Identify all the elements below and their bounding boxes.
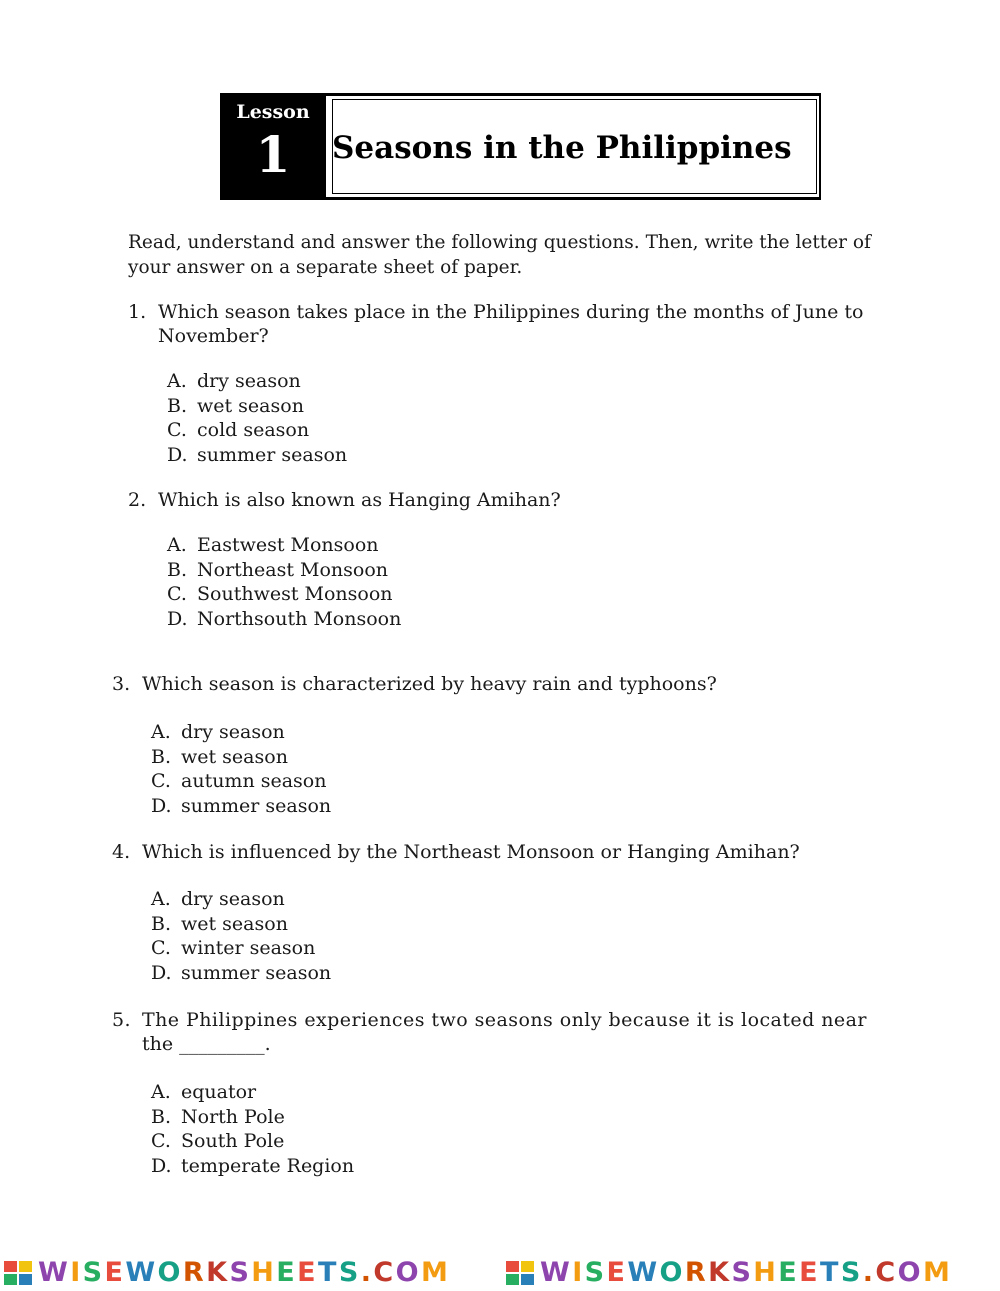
question-text: The Philippines experiences two seasons only because it is located near — [142, 1009, 867, 1031]
question-number: 2. — [128, 489, 147, 511]
lesson-number: 1 — [255, 125, 291, 184]
question-number: 4. — [112, 841, 131, 863]
option-text: Eastwest Monsoon — [197, 534, 379, 556]
wise-logo-icon — [4, 1261, 32, 1285]
option-d — [151, 961, 331, 986]
option-c — [167, 582, 401, 607]
question-2 — [128, 488, 561, 512]
option-text: dry season — [181, 721, 285, 743]
instructions: Read, understand and answer the following questions. Then, write the letter of your answer on a separate sheet of paper. — [128, 232, 871, 278]
option-letter: B. — [151, 912, 172, 935]
option-text: summer season — [197, 443, 348, 466]
option-letter: D. — [151, 1154, 172, 1177]
question-1-options — [167, 369, 347, 467]
question-2-options — [167, 533, 401, 631]
option-d — [167, 607, 401, 632]
option-letter: C. — [151, 1130, 171, 1153]
option-letter: C. — [151, 937, 171, 960]
question-3 — [112, 672, 717, 696]
option-text: summer season — [181, 794, 332, 817]
option-text: Northeast Monsoon — [197, 558, 389, 581]
option-letter: B. — [167, 558, 188, 581]
option-letter: D. — [167, 607, 188, 630]
option-letter: D. — [167, 443, 188, 466]
option-letter: D. — [151, 794, 172, 817]
option-a — [151, 1080, 354, 1105]
footer-watermark — [0, 1257, 1000, 1291]
question-1-continued: November? — [158, 325, 269, 347]
option-a — [167, 369, 347, 394]
lesson-label: Lesson — [236, 101, 310, 123]
option-text: dry season — [181, 888, 285, 910]
watermark-text: WISEWORKSHEETS.COM — [38, 1257, 451, 1288]
option-text: wet season — [181, 745, 288, 768]
option-a — [167, 533, 401, 558]
question-4-options — [151, 887, 331, 985]
option-b — [167, 394, 347, 419]
question-5 — [112, 1008, 867, 1032]
lesson-badge — [220, 93, 326, 200]
watermark-text: WISEWORKSHEETS.COM — [540, 1257, 953, 1288]
question-number: 5. — [112, 1009, 132, 1031]
option-text: winter season — [181, 937, 316, 960]
option-c — [151, 936, 331, 961]
option-a — [151, 720, 331, 745]
option-b — [151, 912, 331, 937]
question-4 — [112, 840, 800, 864]
option-c — [167, 418, 347, 443]
option-letter: C. — [151, 770, 171, 793]
option-text: cold season — [197, 419, 310, 442]
option-d — [151, 794, 331, 819]
option-text: autumn season — [181, 770, 327, 793]
option-c — [151, 1129, 354, 1154]
option-letter: A. — [151, 888, 171, 910]
option-b — [151, 1105, 354, 1130]
option-text: Southwest Monsoon — [197, 583, 393, 606]
question-text: Which is also known as Hanging Amihan? — [158, 489, 561, 511]
option-text: dry season — [197, 370, 301, 392]
question-5-continued: the _________. — [142, 1033, 271, 1055]
option-letter: D. — [151, 961, 172, 984]
question-number: 1. — [128, 301, 147, 323]
option-letter: B. — [167, 394, 188, 417]
option-letter: A. — [151, 1081, 171, 1103]
option-text: summer season — [181, 961, 332, 984]
lesson-header — [220, 93, 821, 200]
wise-logo-icon — [506, 1261, 534, 1285]
option-text: temperate Region — [181, 1154, 355, 1177]
option-letter: A. — [167, 370, 187, 392]
option-b — [167, 558, 401, 583]
option-a — [151, 887, 331, 912]
option-text: Northsouth Monsoon — [197, 607, 402, 630]
option-letter: C. — [167, 583, 187, 606]
option-c — [151, 769, 331, 794]
question-text: Which season takes place in the Philippines during the months of June to — [158, 301, 864, 323]
option-letter: B. — [151, 745, 172, 768]
option-text: South Pole — [181, 1130, 285, 1153]
title-box — [326, 93, 821, 200]
option-d — [167, 443, 347, 468]
option-text: wet season — [197, 394, 304, 417]
option-letter: B. — [151, 1105, 172, 1128]
option-text: equator — [181, 1081, 257, 1103]
option-letter: C. — [167, 419, 187, 442]
option-text: wet season — [181, 912, 288, 935]
question-text: Which is influenced by the Northeast Monsoon or Hanging Amihan? — [142, 841, 800, 863]
question-3-options — [151, 720, 331, 818]
question-5-options — [151, 1080, 354, 1178]
page-title: Seasons in the Philippines — [332, 130, 792, 166]
option-text: North Pole — [181, 1105, 285, 1128]
option-b — [151, 745, 331, 770]
option-d — [151, 1154, 354, 1179]
option-letter: A. — [151, 721, 171, 743]
question-1 — [128, 300, 863, 324]
option-letter: A. — [167, 534, 187, 556]
question-number: 3. — [112, 673, 131, 695]
question-text: Which season is characterized by heavy rain and typhoons? — [142, 673, 717, 695]
